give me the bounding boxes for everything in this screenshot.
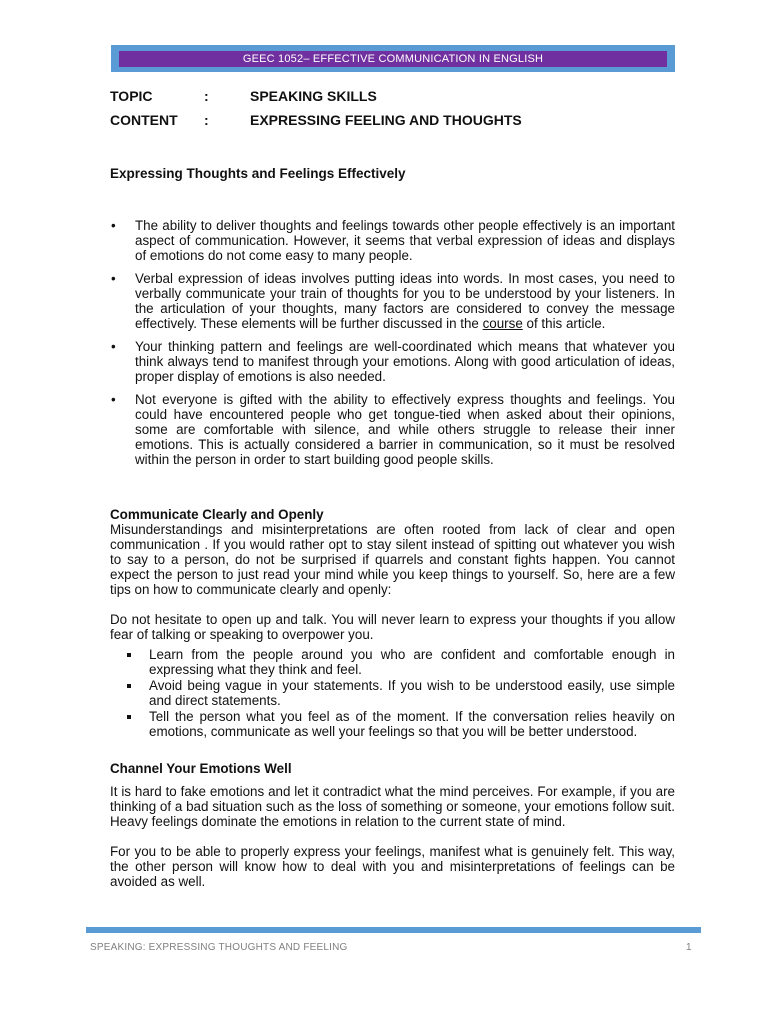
course-link[interactable]: course — [482, 316, 523, 331]
page-number: 1 — [686, 942, 692, 953]
tip-item: Learn from the people around you who are confident and comfortable enough in expressing what they think and feel. — [125, 647, 675, 677]
section2-para2: Do not hesitate to open up and talk. You will never learn to express your thoughts if you allow fear of talking or speaking to overpower you. — [110, 612, 675, 642]
tip-item: Tell the person what you feel as of the moment. If the conversation relies heavily on emotions, communicate as well your feelings so that you will be better understood. — [125, 709, 675, 739]
bullet-text: Verbal expression of ideas involves putting ideas into words. In most cases, you need to verbally communicate your train of thoughts for you to be understood by your listeners. In the articulation of your thoughts, many factors are considered to convey the message effectively. These elements will be further discussed in the — [135, 271, 675, 331]
tip-item: Avoid being vague in your statements. If you wish to be understood easily, use simple and direct statements. — [125, 678, 675, 708]
bullet-item: • Not everyone is gifted with the ability to effectively express thoughts and feelings. You could have encountered people who get tongue-tied when asked about their opinions, some are comfortable with silence, and while others struggle to release their inner emotions. This is actually considered a barrier in communication, so it must be resolved within the person in order to start building good people skills. — [110, 392, 675, 467]
section2-title: Communicate Clearly and Openly — [110, 507, 324, 522]
bullet-item: • Your thinking pattern and feelings are well-coordinated which means that whatever you think always tend to manifest through your emotions. Along with good articulation of ideas, proper display of emotions is also needed. — [110, 339, 675, 384]
bullet-text: of this article. — [522, 316, 606, 331]
content-value: EXPRESSING FEELING AND THOUGHTS — [250, 112, 522, 128]
section3 — [110, 761, 675, 889]
content-colon: : — [204, 112, 209, 128]
content-label: CONTENT — [110, 112, 178, 128]
course-title: GEEC 1052– EFFECTIVE COMMUNICATION IN ENGLISH — [119, 51, 667, 67]
section2 — [110, 507, 675, 642]
footer-title: SPEAKING: EXPRESSING THOUGHTS AND FEELING — [90, 942, 348, 953]
bullet-item — [110, 271, 675, 331]
tips-list — [125, 647, 675, 740]
section3-para1: It is hard to fake emotions and let it contradict what the mind perceives. For example, if you are thinking of a bad situation such as the loss of something or someone, your emotions follow suit. Heavy feelings dominate the emotions in relation to the current state of mind. — [110, 784, 675, 829]
section3-para2: For you to be able to properly express your feelings, manifest what is genuinely felt. This way, the other person will know how to deal with you and misinterpretations of feelings can be avoided as well. — [110, 844, 675, 889]
topic-colon: : — [204, 88, 209, 104]
topic-value: SPEAKING SKILLS — [250, 88, 377, 104]
header-banner — [111, 45, 675, 72]
section2-para1: Misunderstandings and misinterpretations are often rooted from lack of clear and open communication . If you would rather opt to stay silent instead of spitting out whatever you wish to say to a person, do not be surprised if quarrels and constant fights happen. You cannot expect the person to just read your mind while you keep things to yourself. So, here are a few tips on how to communicate clearly and openly: — [110, 522, 675, 597]
bullet-item: • The ability to deliver thoughts and feelings towards other people effectively is an important aspect of communication. However, it seems that verbal expression of ideas and displays of emotions do not come easy to many people. — [110, 218, 675, 263]
footer-rule — [86, 927, 701, 933]
section1-bullets — [110, 218, 675, 475]
section1-title: Expressing Thoughts and Feelings Effectively — [110, 166, 406, 181]
topic-label: TOPIC — [110, 88, 153, 104]
section3-title: Channel Your Emotions Well — [110, 761, 292, 776]
